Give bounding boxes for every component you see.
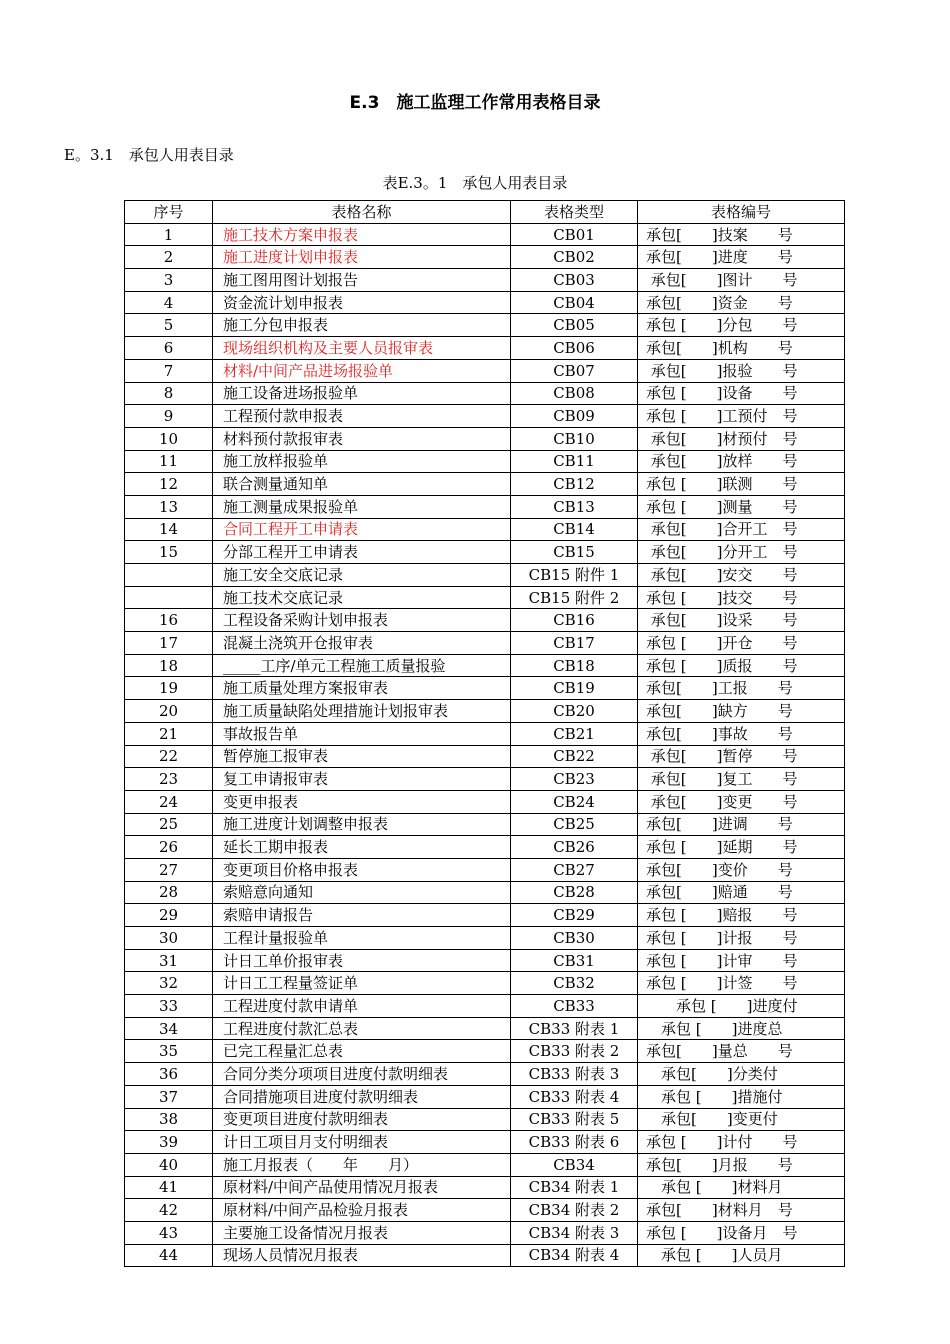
row-form-code: 承包[ ]变价 号 bbox=[638, 858, 845, 881]
row-form-type: CB33 附表 1 bbox=[511, 1017, 638, 1040]
table-row bbox=[125, 473, 845, 496]
row-seq: 38 bbox=[125, 1108, 213, 1131]
header-code: 表格编号 bbox=[638, 201, 845, 224]
row-form-code: 承包[ ]合开工 号 bbox=[638, 518, 845, 541]
row-seq: 27 bbox=[125, 858, 213, 881]
row-form-code: 承包[ ]变更 号 bbox=[638, 790, 845, 813]
table-caption: 表E.3。1 承包人用表目录 bbox=[382, 174, 568, 192]
row-form-type: CB34 附表 4 bbox=[511, 1244, 638, 1267]
row-form-code: 承包[ ]复工 号 bbox=[638, 768, 845, 791]
row-seq bbox=[125, 586, 213, 609]
row-form-code: 承包 [ ]进度总 bbox=[638, 1017, 845, 1040]
row-form-type: CB34 附表 3 bbox=[511, 1221, 638, 1244]
table-row bbox=[125, 949, 845, 972]
row-form-code: 承包 [ ]材料月 bbox=[638, 1176, 845, 1199]
row-seq: 24 bbox=[125, 790, 213, 813]
row-form-type: CB15 附件 1 bbox=[511, 564, 638, 587]
row-form-type: CB33 附表 4 bbox=[511, 1085, 638, 1108]
table-row bbox=[125, 1131, 845, 1154]
row-form-name: 施工技术方案申报表 bbox=[213, 223, 511, 246]
row-form-type: CB29 bbox=[511, 904, 638, 927]
header-name: 表格名称 bbox=[213, 201, 511, 224]
row-form-name: 变更项目进度付款明细表 bbox=[213, 1108, 511, 1131]
row-form-type: CB23 bbox=[511, 768, 638, 791]
row-form-code: 承包 [ ]措施付 bbox=[638, 1085, 845, 1108]
table-row bbox=[125, 609, 845, 632]
header-seq: 序号 bbox=[125, 201, 213, 224]
row-form-name: 计日工工程量签证单 bbox=[213, 972, 511, 995]
row-form-code: 承包 [ ]赔报 号 bbox=[638, 904, 845, 927]
row-form-name: 施工测量成果报验单 bbox=[213, 495, 511, 518]
row-form-code: 承包[ ]安交 号 bbox=[638, 564, 845, 587]
row-form-type: CB10 bbox=[511, 427, 638, 450]
row-form-code: 承包[ ]赔通 号 bbox=[638, 881, 845, 904]
row-seq: 20 bbox=[125, 700, 213, 723]
row-form-type: CB20 bbox=[511, 700, 638, 723]
row-form-name: 工程进度付款汇总表 bbox=[213, 1017, 511, 1040]
row-form-code: 承包 [ ]进度付 bbox=[638, 995, 845, 1018]
row-seq: 44 bbox=[125, 1244, 213, 1267]
table-row bbox=[125, 427, 845, 450]
row-form-type: CB28 bbox=[511, 881, 638, 904]
table-row bbox=[125, 722, 845, 745]
row-form-name: 现场人员情况月报表 bbox=[213, 1244, 511, 1267]
table-row bbox=[125, 541, 845, 564]
row-form-code: 承包[ ]设采 号 bbox=[638, 609, 845, 632]
table-row bbox=[125, 881, 845, 904]
table-row bbox=[125, 1017, 845, 1040]
row-seq: 6 bbox=[125, 337, 213, 360]
row-seq: 4 bbox=[125, 291, 213, 314]
table-row bbox=[125, 450, 845, 473]
row-form-type: CB09 bbox=[511, 405, 638, 428]
row-seq: 7 bbox=[125, 359, 213, 382]
row-form-code: 承包 [ ]设备月 号 bbox=[638, 1221, 845, 1244]
row-form-type: CB32 bbox=[511, 972, 638, 995]
row-form-name: 分部工程开工申请表 bbox=[213, 541, 511, 564]
row-form-name: 工程预付款申报表 bbox=[213, 405, 511, 428]
row-seq: 31 bbox=[125, 949, 213, 972]
row-form-type: CB33 附表 5 bbox=[511, 1108, 638, 1131]
row-seq: 16 bbox=[125, 609, 213, 632]
row-seq: 18 bbox=[125, 654, 213, 677]
row-form-code: 承包 [ ]联测 号 bbox=[638, 473, 845, 496]
table-row bbox=[125, 1221, 845, 1244]
row-seq: 15 bbox=[125, 541, 213, 564]
row-form-code: 承包[ ]事故 号 bbox=[638, 722, 845, 745]
row-form-type: CB02 bbox=[511, 246, 638, 269]
row-seq: 34 bbox=[125, 1017, 213, 1040]
row-seq: 9 bbox=[125, 405, 213, 428]
row-form-type: CB27 bbox=[511, 858, 638, 881]
row-form-code: 承包[ ]放样 号 bbox=[638, 450, 845, 473]
row-form-name: 混凝土浇筑开仓报审表 bbox=[213, 632, 511, 655]
row-seq: 40 bbox=[125, 1153, 213, 1176]
header-type: 表格类型 bbox=[511, 201, 638, 224]
row-form-code: 承包[ ]分类付 bbox=[638, 1063, 845, 1086]
row-form-type: CB34 附表 2 bbox=[511, 1199, 638, 1222]
row-form-type: CB30 bbox=[511, 927, 638, 950]
row-form-type: CB15 附件 2 bbox=[511, 586, 638, 609]
row-form-code: 承包[ ]图计 号 bbox=[638, 269, 845, 292]
row-form-name: 原材料/中间产品检验月报表 bbox=[213, 1199, 511, 1222]
row-form-name: 施工放样报验单 bbox=[213, 450, 511, 473]
row-form-type: CB22 bbox=[511, 745, 638, 768]
row-form-name: 事故报告单 bbox=[213, 722, 511, 745]
row-form-name: 合同措施项目进度付款明细表 bbox=[213, 1085, 511, 1108]
table-row bbox=[125, 223, 845, 246]
table-row bbox=[125, 1085, 845, 1108]
row-form-name: 变更申报表 bbox=[213, 790, 511, 813]
row-form-type: CB31 bbox=[511, 949, 638, 972]
table-row bbox=[125, 1153, 845, 1176]
table-row bbox=[125, 564, 845, 587]
table-row bbox=[125, 1108, 845, 1131]
row-seq: 42 bbox=[125, 1199, 213, 1222]
table-row bbox=[125, 858, 845, 881]
table-row bbox=[125, 972, 845, 995]
row-form-code: 承包 [ ]人员月 bbox=[638, 1244, 845, 1267]
row-form-code: 承包 [ ]计报 号 bbox=[638, 927, 845, 950]
row-seq: 32 bbox=[125, 972, 213, 995]
row-form-name: 延长工期申报表 bbox=[213, 836, 511, 859]
row-seq: 41 bbox=[125, 1176, 213, 1199]
row-form-type: CB03 bbox=[511, 269, 638, 292]
row-form-type: CB17 bbox=[511, 632, 638, 655]
row-seq: 36 bbox=[125, 1063, 213, 1086]
row-form-type: CB01 bbox=[511, 223, 638, 246]
row-seq: 2 bbox=[125, 246, 213, 269]
row-form-name: 施工安全交底记录 bbox=[213, 564, 511, 587]
row-form-code: 承包[ ]量总 号 bbox=[638, 1040, 845, 1063]
row-form-code: 承包[ ]变更付 bbox=[638, 1108, 845, 1131]
row-form-name: 工程计量报验单 bbox=[213, 927, 511, 950]
row-form-name: 计日工项目月支付明细表 bbox=[213, 1131, 511, 1154]
row-form-name: 施工图用图计划报告 bbox=[213, 269, 511, 292]
row-form-code: 承包 [ ]延期 号 bbox=[638, 836, 845, 859]
row-form-type: CB05 bbox=[511, 314, 638, 337]
table-row bbox=[125, 632, 845, 655]
form-catalog-table bbox=[124, 200, 845, 1267]
row-form-name: 计日工单价报审表 bbox=[213, 949, 511, 972]
table-row bbox=[125, 1040, 845, 1063]
row-form-code: 承包 [ ]技交 号 bbox=[638, 586, 845, 609]
row-form-name: 材料/中间产品进场报验单 bbox=[213, 359, 511, 382]
row-seq: 21 bbox=[125, 722, 213, 745]
row-form-code: 承包 [ ]计付 号 bbox=[638, 1131, 845, 1154]
row-form-name: 施工分包申报表 bbox=[213, 314, 511, 337]
row-form-name: 资金流计划申报表 bbox=[213, 291, 511, 314]
row-form-type: CB06 bbox=[511, 337, 638, 360]
row-seq: 35 bbox=[125, 1040, 213, 1063]
table-row bbox=[125, 836, 845, 859]
row-form-name: 索赔意向通知 bbox=[213, 881, 511, 904]
row-form-name: _____工序/单元工程施工质量报验 bbox=[213, 654, 511, 677]
table-row bbox=[125, 677, 845, 700]
row-form-code: 承包[ ]进调 号 bbox=[638, 813, 845, 836]
table-header-row bbox=[125, 201, 845, 224]
row-form-type: CB33 bbox=[511, 995, 638, 1018]
row-form-name: 合同分类分项项目进度付款明细表 bbox=[213, 1063, 511, 1086]
row-form-type: CB15 bbox=[511, 541, 638, 564]
table-row bbox=[125, 382, 845, 405]
row-seq: 28 bbox=[125, 881, 213, 904]
row-form-code: 承包 [ ]分包 号 bbox=[638, 314, 845, 337]
table-row bbox=[125, 1063, 845, 1086]
row-form-name: 施工质量处理方案报审表 bbox=[213, 677, 511, 700]
table-row bbox=[125, 405, 845, 428]
row-form-code: 承包[ ]工报 号 bbox=[638, 677, 845, 700]
row-seq: 12 bbox=[125, 473, 213, 496]
row-form-type: CB07 bbox=[511, 359, 638, 382]
table-row bbox=[125, 314, 845, 337]
row-form-type: CB12 bbox=[511, 473, 638, 496]
row-form-name: 施工质量缺陷处理措施计划报审表 bbox=[213, 700, 511, 723]
row-form-name: 施工月报表（ 年 月） bbox=[213, 1153, 511, 1176]
row-form-name: 现场组织机构及主要人员报审表 bbox=[213, 337, 511, 360]
row-form-code: 承包 [ ]设备 号 bbox=[638, 382, 845, 405]
row-seq: 33 bbox=[125, 995, 213, 1018]
row-form-name: 合同工程开工申请表 bbox=[213, 518, 511, 541]
row-form-type: CB18 bbox=[511, 654, 638, 677]
table-row bbox=[125, 291, 845, 314]
row-form-type: CB33 附表 6 bbox=[511, 1131, 638, 1154]
row-form-type: CB14 bbox=[511, 518, 638, 541]
row-seq: 5 bbox=[125, 314, 213, 337]
row-form-type: CB33 附表 2 bbox=[511, 1040, 638, 1063]
row-form-type: CB34 附表 1 bbox=[511, 1176, 638, 1199]
row-form-name: 主要施工设备情况月报表 bbox=[213, 1221, 511, 1244]
row-form-code: 承包[ ]月报 号 bbox=[638, 1153, 845, 1176]
row-form-type: CB25 bbox=[511, 813, 638, 836]
row-form-name: 联合测量通知单 bbox=[213, 473, 511, 496]
row-form-type: CB08 bbox=[511, 382, 638, 405]
row-seq: 39 bbox=[125, 1131, 213, 1154]
table-row bbox=[125, 495, 845, 518]
row-seq: 10 bbox=[125, 427, 213, 450]
row-seq bbox=[125, 564, 213, 587]
row-form-code: 承包 [ ]计审 号 bbox=[638, 949, 845, 972]
table-row bbox=[125, 745, 845, 768]
table-row bbox=[125, 654, 845, 677]
row-form-code: 承包[ ]机构 号 bbox=[638, 337, 845, 360]
row-form-code: 承包[ ]技案 号 bbox=[638, 223, 845, 246]
table-row bbox=[125, 518, 845, 541]
row-form-type: CB24 bbox=[511, 790, 638, 813]
row-seq: 13 bbox=[125, 495, 213, 518]
row-form-name: 已完工程量汇总表 bbox=[213, 1040, 511, 1063]
table-row bbox=[125, 995, 845, 1018]
row-form-type: CB04 bbox=[511, 291, 638, 314]
row-seq: 43 bbox=[125, 1221, 213, 1244]
row-seq: 17 bbox=[125, 632, 213, 655]
row-form-name: 施工进度计划申报表 bbox=[213, 246, 511, 269]
row-form-code: 承包[ ]暂停 号 bbox=[638, 745, 845, 768]
row-form-code: 承包[ ]材预付 号 bbox=[638, 427, 845, 450]
row-form-code: 承包[ ]进度 号 bbox=[638, 246, 845, 269]
table-row bbox=[125, 700, 845, 723]
table-row bbox=[125, 337, 845, 360]
row-form-name: 施工进度计划调整申报表 bbox=[213, 813, 511, 836]
row-form-type: CB19 bbox=[511, 677, 638, 700]
row-form-type: CB33 附表 3 bbox=[511, 1063, 638, 1086]
row-seq: 23 bbox=[125, 768, 213, 791]
row-form-name: 材料预付款报审表 bbox=[213, 427, 511, 450]
row-form-code: 承包[ ]分开工 号 bbox=[638, 541, 845, 564]
row-form-name: 复工申请报审表 bbox=[213, 768, 511, 791]
row-form-type: CB21 bbox=[511, 722, 638, 745]
page-title: E.3 施工监理工作常用表格目录 bbox=[349, 93, 601, 113]
row-seq: 22 bbox=[125, 745, 213, 768]
table-row bbox=[125, 269, 845, 292]
row-seq: 30 bbox=[125, 927, 213, 950]
table-row bbox=[125, 1199, 845, 1222]
row-form-name: 变更项目价格申报表 bbox=[213, 858, 511, 881]
table-row bbox=[125, 1176, 845, 1199]
row-form-name: 索赔申请报告 bbox=[213, 904, 511, 927]
row-form-type: CB16 bbox=[511, 609, 638, 632]
row-form-code: 承包 [ ]质报 号 bbox=[638, 654, 845, 677]
row-seq: 11 bbox=[125, 450, 213, 473]
row-seq: 19 bbox=[125, 677, 213, 700]
table-row bbox=[125, 586, 845, 609]
table-row bbox=[125, 768, 845, 791]
row-form-name: 工程进度付款申请单 bbox=[213, 995, 511, 1018]
row-seq: 3 bbox=[125, 269, 213, 292]
row-form-code: 承包[ ]缺方 号 bbox=[638, 700, 845, 723]
row-form-name: 工程设备采购计划申报表 bbox=[213, 609, 511, 632]
row-form-code: 承包[ ]资金 号 bbox=[638, 291, 845, 314]
row-seq: 14 bbox=[125, 518, 213, 541]
row-form-name: 施工技术交底记录 bbox=[213, 586, 511, 609]
row-form-name: 施工设备进场报验单 bbox=[213, 382, 511, 405]
row-form-name: 原材料/中间产品使用情况月报表 bbox=[213, 1176, 511, 1199]
table-row bbox=[125, 359, 845, 382]
row-seq: 29 bbox=[125, 904, 213, 927]
row-seq: 8 bbox=[125, 382, 213, 405]
row-form-type: CB11 bbox=[511, 450, 638, 473]
row-seq: 25 bbox=[125, 813, 213, 836]
row-form-code: 承包[ ]材料月 号 bbox=[638, 1199, 845, 1222]
row-seq: 37 bbox=[125, 1085, 213, 1108]
row-form-code: 承包[ ]报验 号 bbox=[638, 359, 845, 382]
row-form-code: 承包 [ ]工预付 号 bbox=[638, 405, 845, 428]
row-seq: 26 bbox=[125, 836, 213, 859]
table-row bbox=[125, 813, 845, 836]
row-form-code: 承包 [ ]测量 号 bbox=[638, 495, 845, 518]
row-form-code: 承包 [ ]计签 号 bbox=[638, 972, 845, 995]
table-row bbox=[125, 790, 845, 813]
section-heading: E。3.1 承包人用表目录 bbox=[64, 146, 234, 164]
row-form-type: CB13 bbox=[511, 495, 638, 518]
row-seq: 1 bbox=[125, 223, 213, 246]
table-row bbox=[125, 927, 845, 950]
row-form-code: 承包 [ ]开仓 号 bbox=[638, 632, 845, 655]
row-form-type: CB34 bbox=[511, 1153, 638, 1176]
table-row bbox=[125, 246, 845, 269]
row-form-name: 暂停施工报审表 bbox=[213, 745, 511, 768]
row-form-type: CB26 bbox=[511, 836, 638, 859]
table-row bbox=[125, 1244, 845, 1267]
table-row bbox=[125, 904, 845, 927]
